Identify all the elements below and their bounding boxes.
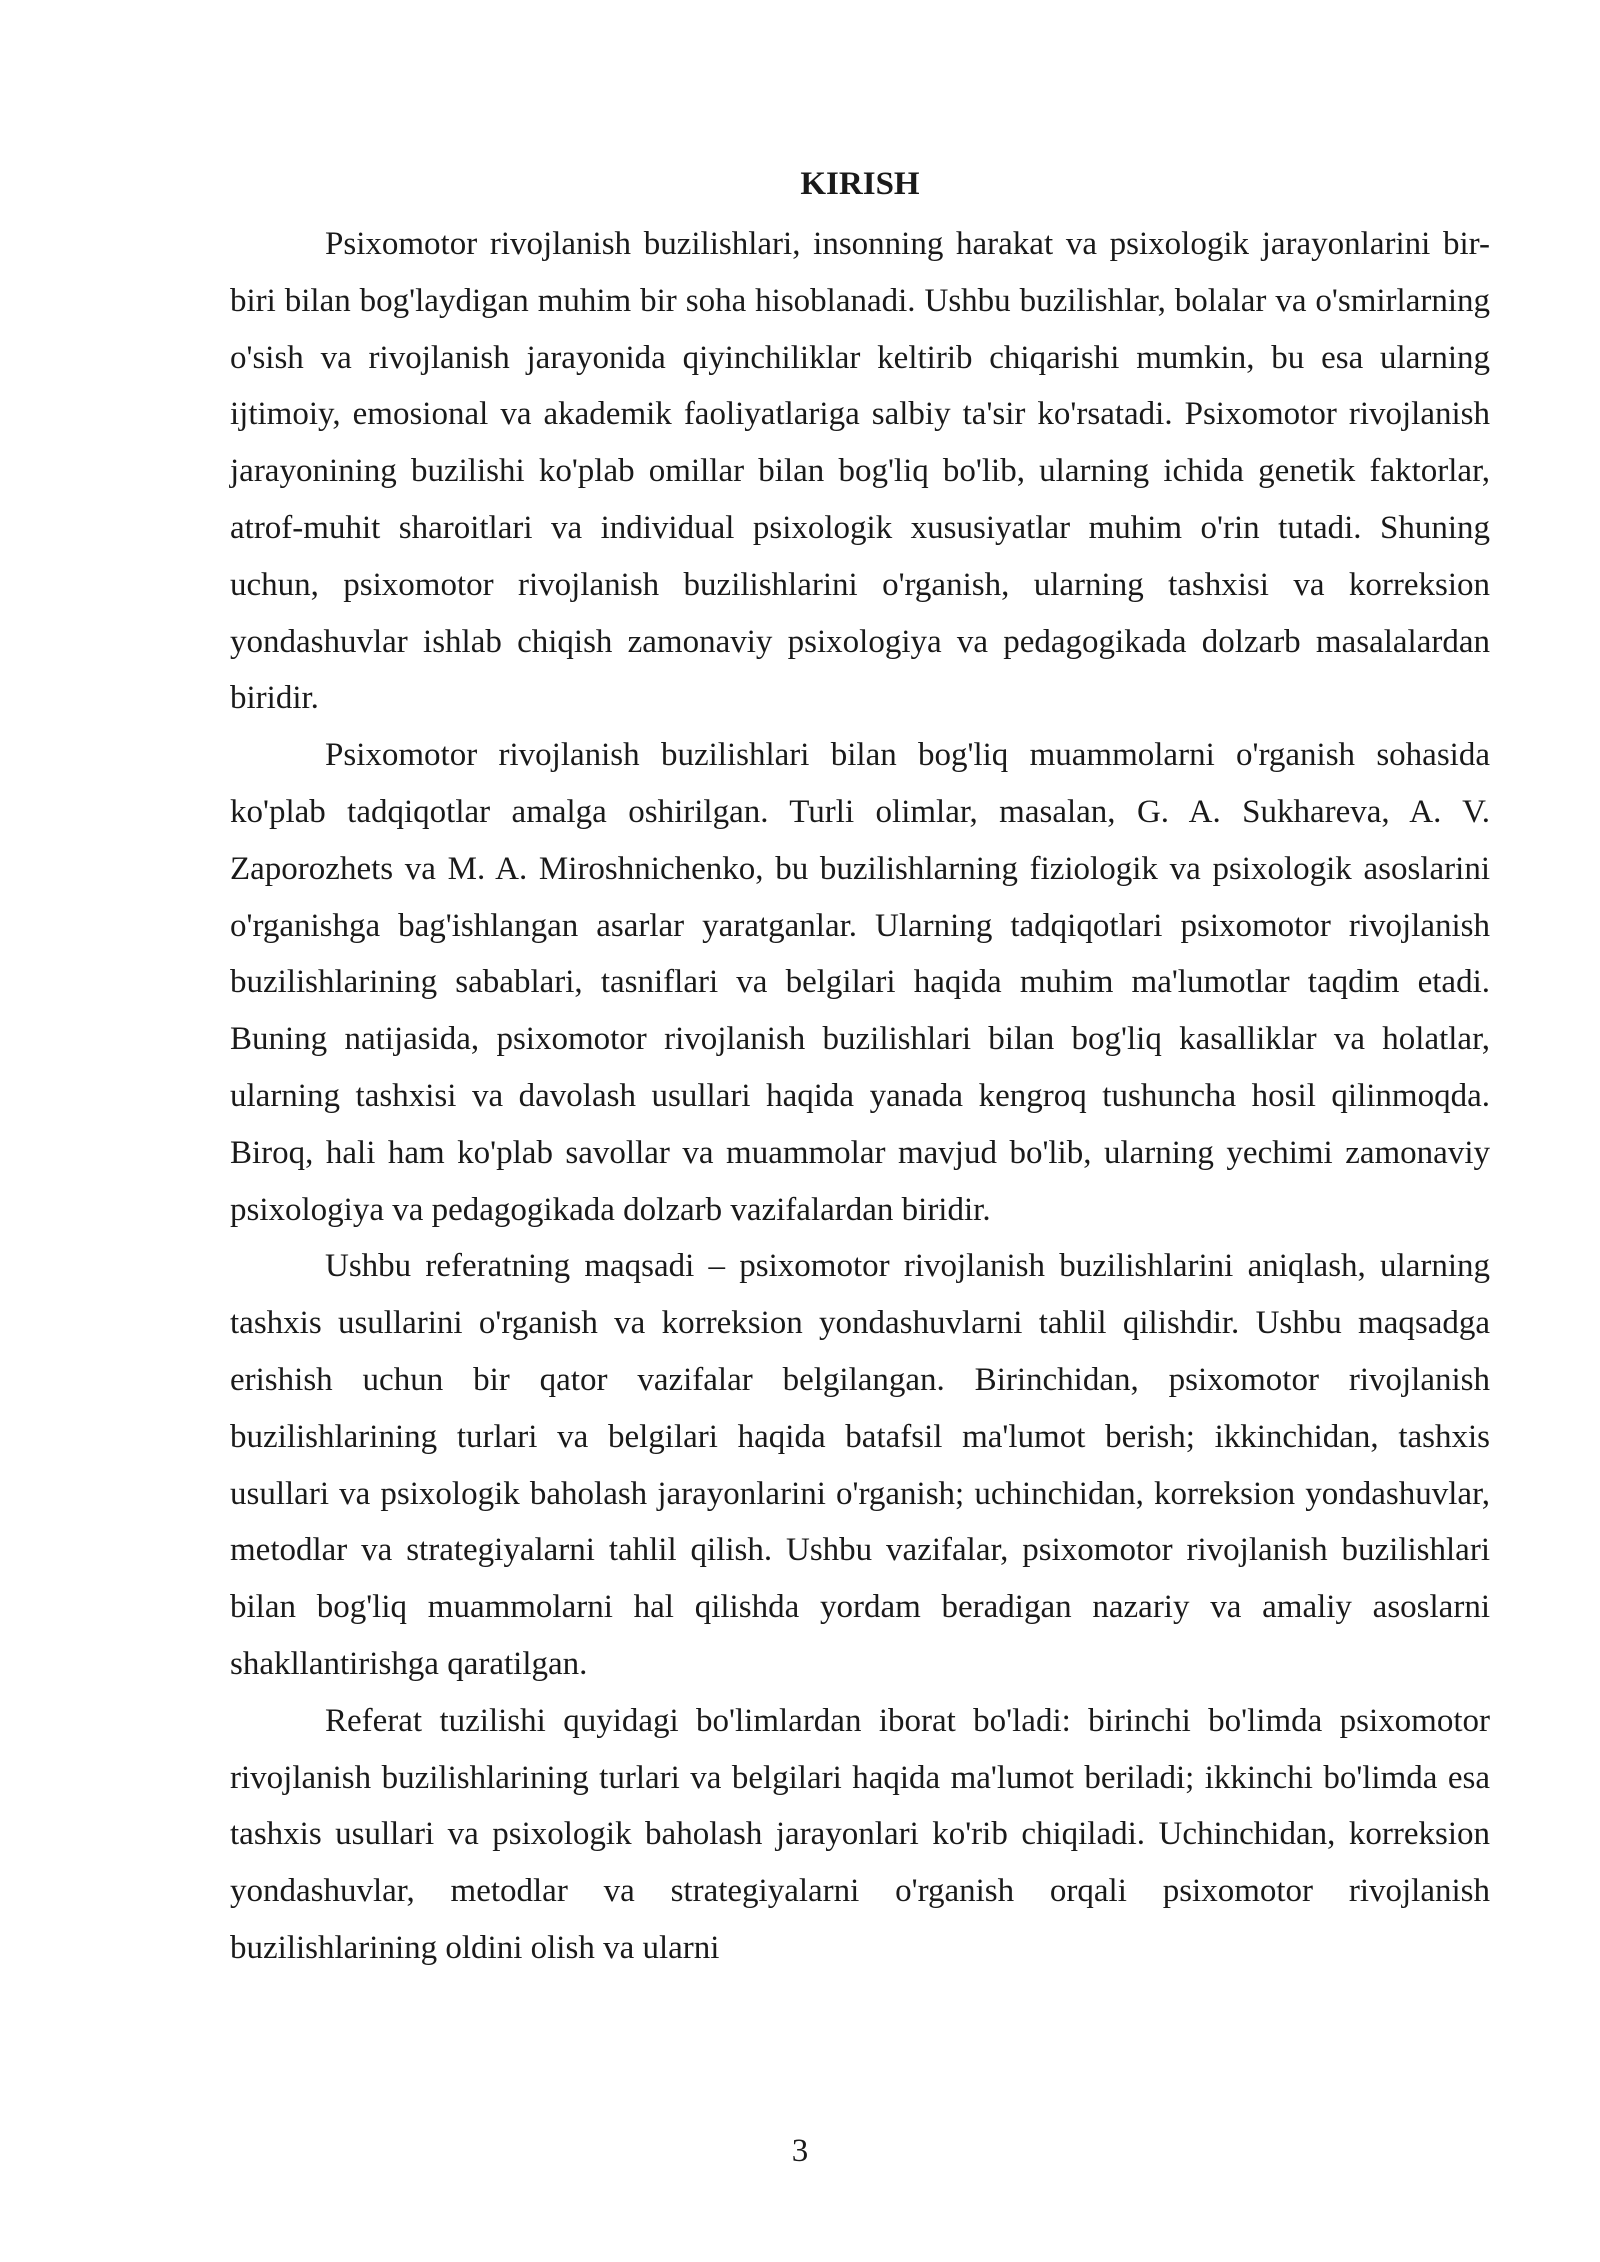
paragraph-research: Psixomotor rivojlanish buzilishlari bilan bog'liq muammolarni o'rganish sohasida ko'plab tadqiqotlar amalga oshirilgan. Turli olimlar, masalan, G. A. Sukhareva, A. V. Zaporozhets va M. A. Miroshnichenko, bu buzilishlarning fiziologik va psixologik asoslarini o'rganishga bag'ishlangan asarlar yaratganlar. Ularning tadqiqotlari psixomotor rivojlanish buzilishlarining sabablari, tasniflari va belgilari haqida muhim ma'lumotlar taqdim etadi. Buning natijasida, psixomotor rivojlanish buzilishlari bilan bog'liq kasalliklar va holatlar, ularning tashxisi va davolash usullari haqida yanada kengroq tushuncha hosil qilinmoqda. Biroq, hali ham ko'plab savollar va muammolar mavjud bo'lib, ularning yechimi zamonaviy psixologiya va pedagogikada dolzarb vazifalardan biridir. [230, 737, 1490, 1228]
page-content [230, 160, 1490, 1977]
page-number: 3 [791, 2133, 809, 2169]
paragraph-structure: Referat tuzilishi quyidagi bo'limlardan iborat bo'ladi: birinchi bo'limda psixomotor rivojlanish buzilishlarining turlari va belgilari haqida ma'lumot beriladi; ikkinchi bo'limda esa tashxis usullari va psixologik baholash jarayonlari ko'rib chiqiladi. Uchinchidan, korreksion yondashuvlar, metodlar va strategiyalarni o'rganish orqali psixomotor rivojlanish buzilishlarining oldini olish va ularni [230, 1702, 1490, 1966]
paragraph-purpose: Ushbu referatning maqsadi – psixomotor rivojlanish buzilishlarini aniqlash, ularning tashxis usullarini o'rganish va korreksion yondashuvlarni tahlil qilishdir. Ushbu maqsadga erishish uchun bir qator vazifalar belgilangan. Birinchidan, psixomotor rivojlanish buzilishlarining turlari va belgilari haqida batafsil ma'lumot berish; ikkinchidan, tashxis usullari va psixologik baholash jarayonlarini o'rganish; uchinchidan, korreksion yondashuvlar, metodlar va strategiyalarni tahlil qilish. Ushbu vazifalar, psixomotor rivojlanish buzilishlari bilan bog'liq muammolarni hal qilishda yordam beradigan nazariy va amaliy asoslarni shakllantirishga qaratilgan. [230, 1248, 1490, 1682]
paragraph-intro: Psixomotor rivojlanish buzilishlari, insonning harakat va psixologik jarayonlarini bir-biri bilan bog'laydigan muhim bir soha hisoblanadi. Ushbu buzilishlar, bolalar va o'smirlarning o'sish va rivojlanish jarayonida qiyinchiliklar keltirib chiqarishi mumkin, bu esa ularning ijtimoiy, emosional va akademik faoliyatlariga salbiy ta'sir ko'rsatadi. Psixomotor rivojlanish jarayonining buzilishi ko'plab omillar bilan bog'liq bo'lib, ularning ichida genetik faktorlar, atrof-muhit sharoitlari va individual psixologik xususiyatlar muhim o'rin tutadi. Shuning uchun, psixomotor rivojlanish buzilishlarini o'rganish, ularning tashxisi va korreksion yondashuvlar ishlab chiqish zamonaviy psixologiya va pedagogikada dolzarb masalalardan biridir. [230, 226, 1490, 717]
section-title: KIRISH [800, 166, 920, 202]
